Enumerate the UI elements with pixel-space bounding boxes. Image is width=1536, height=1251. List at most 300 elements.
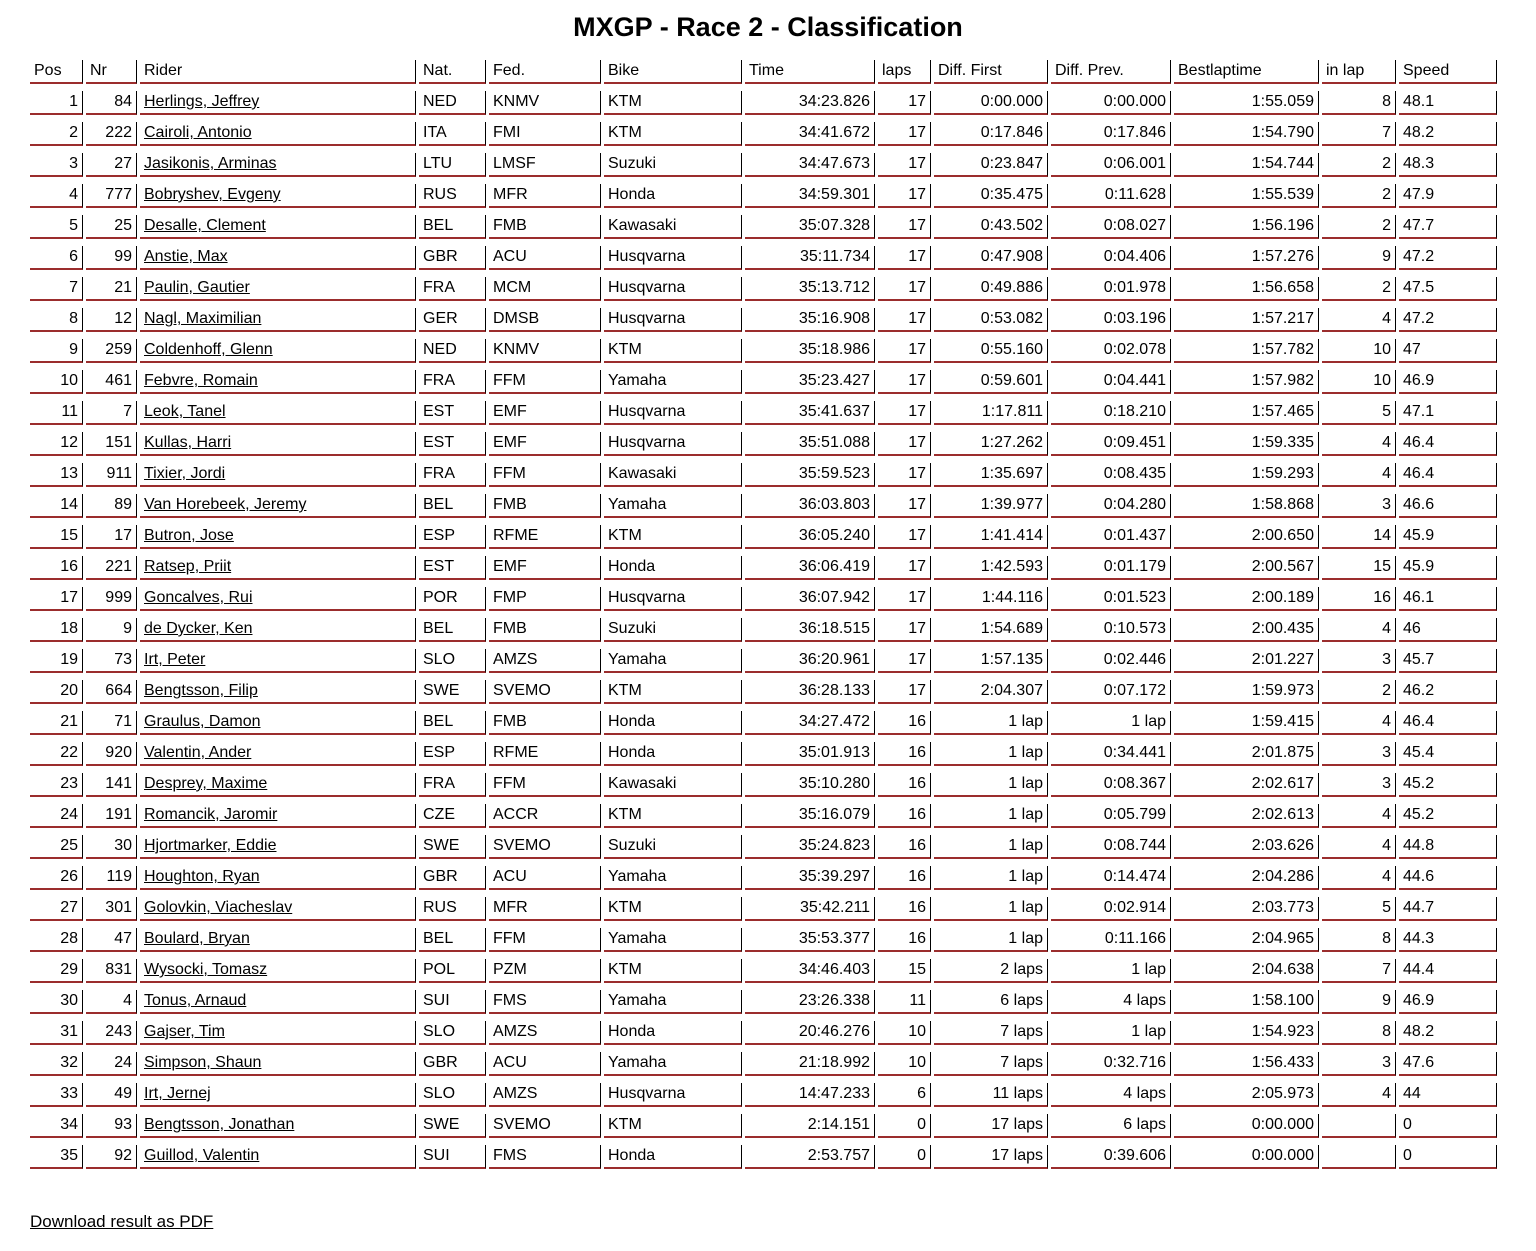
cell-nr: 920: [86, 742, 137, 766]
rider-link[interactable]: Gajser, Tim: [144, 1023, 225, 1040]
cell-rider: [140, 742, 416, 766]
cell-speed: 0: [1399, 1114, 1497, 1138]
rider-link[interactable]: Guillod, Valentin: [144, 1147, 260, 1164]
cell-pos: 6: [30, 246, 83, 270]
cell-nr: 259: [86, 339, 137, 363]
cell-laps: 17: [878, 308, 931, 332]
cell-nat: POR: [419, 587, 486, 611]
cell-time: 35:10.280: [745, 773, 875, 797]
cell-nat: SWE: [419, 1114, 486, 1138]
cell-bestlaptime: 1:55.059: [1174, 91, 1319, 115]
cell-speed: 44.4: [1399, 959, 1497, 983]
cell-rider: [140, 649, 416, 673]
cell-rider: [140, 1145, 416, 1169]
cell-time: 36:06.419: [745, 556, 875, 580]
cell-bestlaptime: 2:01.875: [1174, 742, 1319, 766]
cell-diff_first: 1 lap: [934, 804, 1048, 828]
rider-link[interactable]: Cairoli, Antonio: [144, 124, 252, 141]
rider-link[interactable]: Simpson, Shaun: [144, 1054, 262, 1071]
cell-fed: MCM: [489, 277, 601, 301]
cell-bike: Yamaha: [604, 494, 742, 518]
cell-bestlaptime: 1:54.744: [1174, 153, 1319, 177]
cell-in_lap: 4: [1322, 804, 1396, 828]
cell-nat: NED: [419, 91, 486, 115]
rider-link[interactable]: Houghton, Ryan: [144, 868, 260, 885]
cell-fed: AMZS: [489, 649, 601, 673]
cell-fed: FFM: [489, 370, 601, 394]
classification-table: [27, 53, 1500, 1176]
cell-diff_prev: 0:01.437: [1051, 525, 1171, 549]
column-header-speed: Speed: [1399, 60, 1497, 84]
cell-laps: 17: [878, 215, 931, 239]
cell-bestlaptime: 1:56.658: [1174, 277, 1319, 301]
rider-link[interactable]: Tonus, Arnaud: [144, 992, 247, 1009]
cell-nat: RUS: [419, 184, 486, 208]
table-row: [30, 153, 1497, 177]
cell-laps: 16: [878, 804, 931, 828]
cell-nat: SLO: [419, 649, 486, 673]
cell-rider: [140, 91, 416, 115]
cell-in_lap: 4: [1322, 1083, 1396, 1107]
cell-bestlaptime: 1:56.196: [1174, 215, 1319, 239]
cell-nat: LTU: [419, 153, 486, 177]
cell-time: 36:03.803: [745, 494, 875, 518]
cell-diff_prev: 0:11.166: [1051, 928, 1171, 952]
cell-laps: 10: [878, 1021, 931, 1045]
cell-pos: 14: [30, 494, 83, 518]
cell-bestlaptime: 1:54.790: [1174, 122, 1319, 146]
rider-link[interactable]: Van Horebeek, Jeremy: [144, 496, 307, 513]
table-row: [30, 525, 1497, 549]
rider-link[interactable]: Bobryshev, Evgeny: [144, 186, 281, 203]
cell-nat: FRA: [419, 773, 486, 797]
cell-time: 34:47.673: [745, 153, 875, 177]
cell-rider: [140, 1083, 416, 1107]
cell-diff_prev: 0:11.628: [1051, 184, 1171, 208]
cell-fed: AMZS: [489, 1083, 601, 1107]
cell-nat: FRA: [419, 277, 486, 301]
rider-link[interactable]: Leok, Tanel: [144, 403, 226, 420]
cell-nat: ITA: [419, 122, 486, 146]
cell-diff_prev: 1 lap: [1051, 1021, 1171, 1045]
cell-bike: Yamaha: [604, 370, 742, 394]
column-header-bike: Bike: [604, 60, 742, 84]
cell-diff_prev: 0:34.441: [1051, 742, 1171, 766]
cell-nat: CZE: [419, 804, 486, 828]
cell-laps: 17: [878, 432, 931, 456]
rider-link[interactable]: Desprey, Maxime: [144, 775, 268, 792]
cell-diff_first: 17 laps: [934, 1114, 1048, 1138]
cell-pos: 5: [30, 215, 83, 239]
cell-pos: 9: [30, 339, 83, 363]
cell-diff_first: 11 laps: [934, 1083, 1048, 1107]
rider-link[interactable]: Herlings, Jeffrey: [144, 93, 260, 110]
cell-time: 20:46.276: [745, 1021, 875, 1045]
cell-nr: 12: [86, 308, 137, 332]
cell-diff_first: 0:43.502: [934, 215, 1048, 239]
cell-fed: FFM: [489, 773, 601, 797]
cell-laps: 17: [878, 339, 931, 363]
cell-rider: [140, 959, 416, 983]
table-row: [30, 432, 1497, 456]
cell-bike: Suzuki: [604, 618, 742, 642]
cell-speed: 47.2: [1399, 246, 1497, 270]
cell-diff_first: 1:57.135: [934, 649, 1048, 673]
cell-bestlaptime: 1:57.782: [1174, 339, 1319, 363]
cell-bestlaptime: 2:00.189: [1174, 587, 1319, 611]
cell-in_lap: 4: [1322, 463, 1396, 487]
cell-bike: Yamaha: [604, 866, 742, 890]
cell-pos: 23: [30, 773, 83, 797]
table-row: [30, 215, 1497, 239]
cell-bestlaptime: 2:02.617: [1174, 773, 1319, 797]
cell-fed: FFM: [489, 928, 601, 952]
cell-nr: 24: [86, 1052, 137, 1076]
cell-nat: SUI: [419, 1145, 486, 1169]
cell-diff_prev: 0:08.744: [1051, 835, 1171, 859]
cell-diff_first: 0:47.908: [934, 246, 1048, 270]
rider-link[interactable]: Irt, Jernej: [144, 1085, 211, 1102]
rider-link[interactable]: Tixier, Jordi: [144, 465, 226, 482]
cell-nr: 4: [86, 990, 137, 1014]
cell-laps: 16: [878, 897, 931, 921]
cell-pos: 1: [30, 91, 83, 115]
rider-link[interactable]: Romancik, Jaromir: [144, 806, 278, 823]
cell-time: 36:05.240: [745, 525, 875, 549]
cell-diff_prev: 0:08.027: [1051, 215, 1171, 239]
cell-rider: [140, 339, 416, 363]
cell-nat: ESP: [419, 742, 486, 766]
cell-in_lap: 3: [1322, 1052, 1396, 1076]
cell-pos: 33: [30, 1083, 83, 1107]
table-row: [30, 711, 1497, 735]
cell-pos: 2: [30, 122, 83, 146]
rider-link[interactable]: Anstie, Max: [144, 248, 228, 265]
cell-nr: 89: [86, 494, 137, 518]
cell-time: 35:13.712: [745, 277, 875, 301]
table-row: [30, 773, 1497, 797]
cell-pos: 31: [30, 1021, 83, 1045]
cell-rider: [140, 277, 416, 301]
cell-time: 34:23.826: [745, 91, 875, 115]
cell-pos: 25: [30, 835, 83, 859]
cell-diff_first: 1:17.811: [934, 401, 1048, 425]
cell-nat: BEL: [419, 618, 486, 642]
cell-fed: SVEMO: [489, 835, 601, 859]
cell-diff_prev: 0:04.441: [1051, 370, 1171, 394]
rider-link[interactable]: Bengtsson, Filip: [144, 682, 258, 699]
cell-in_lap: 15: [1322, 556, 1396, 580]
cell-pos: 29: [30, 959, 83, 983]
table-row: [30, 122, 1497, 146]
cell-diff_prev: 0:09.451: [1051, 432, 1171, 456]
rider-link[interactable]: Goncalves, Rui: [144, 589, 253, 606]
cell-time: 14:47.233: [745, 1083, 875, 1107]
rider-link[interactable]: Coldenhoff, Glenn: [144, 341, 273, 358]
cell-nr: 243: [86, 1021, 137, 1045]
table-row: [30, 928, 1497, 952]
cell-fed: MFR: [489, 897, 601, 921]
cell-bike: Honda: [604, 1021, 742, 1045]
cell-bestlaptime: 1:55.539: [1174, 184, 1319, 208]
cell-time: 2:53.757: [745, 1145, 875, 1169]
rider-link[interactable]: Ratsep, Priit: [144, 558, 232, 575]
cell-diff_first: 0:49.886: [934, 277, 1048, 301]
cell-bike: KTM: [604, 525, 742, 549]
cell-nr: 301: [86, 897, 137, 921]
cell-fed: FMB: [489, 711, 601, 735]
cell-nat: EST: [419, 556, 486, 580]
cell-pos: 21: [30, 711, 83, 735]
cell-speed: 48.1: [1399, 91, 1497, 115]
cell-bike: KTM: [604, 91, 742, 115]
cell-time: 36:18.515: [745, 618, 875, 642]
cell-bike: KTM: [604, 680, 742, 704]
cell-time: 35:24.823: [745, 835, 875, 859]
cell-diff_first: 0:59.601: [934, 370, 1048, 394]
cell-rider: [140, 494, 416, 518]
rider-link[interactable]: Kullas, Harri: [144, 434, 232, 451]
cell-diff_prev: 1 lap: [1051, 959, 1171, 983]
cell-speed: 47: [1399, 339, 1497, 363]
cell-speed: 46.2: [1399, 680, 1497, 704]
cell-nat: BEL: [419, 711, 486, 735]
cell-fed: FMI: [489, 122, 601, 146]
rider-link[interactable]: Desalle, Clement: [144, 217, 266, 234]
cell-rider: [140, 556, 416, 580]
cell-laps: 15: [878, 959, 931, 983]
cell-time: 23:26.338: [745, 990, 875, 1014]
cell-bestlaptime: 1:56.433: [1174, 1052, 1319, 1076]
cell-diff_prev: 0:01.523: [1051, 587, 1171, 611]
cell-pos: 3: [30, 153, 83, 177]
cell-rider: [140, 153, 416, 177]
cell-in_lap: 2: [1322, 680, 1396, 704]
cell-speed: 46.9: [1399, 990, 1497, 1014]
cell-time: 21:18.992: [745, 1052, 875, 1076]
cell-bike: Suzuki: [604, 835, 742, 859]
cell-bestlaptime: 1:59.335: [1174, 432, 1319, 456]
cell-nr: 7: [86, 401, 137, 425]
cell-speed: 46.4: [1399, 711, 1497, 735]
cell-in_lap: 7: [1322, 959, 1396, 983]
cell-fed: LMSF: [489, 153, 601, 177]
cell-nr: 999: [86, 587, 137, 611]
column-header-pos: Pos: [30, 60, 83, 84]
cell-fed: RFME: [489, 525, 601, 549]
cell-bike: Husqvarna: [604, 587, 742, 611]
cell-bestlaptime: 1:54.923: [1174, 1021, 1319, 1045]
cell-nat: BEL: [419, 215, 486, 239]
cell-bestlaptime: 2:00.650: [1174, 525, 1319, 549]
rider-link[interactable]: Graulus, Damon: [144, 713, 261, 730]
table-row: [30, 866, 1497, 890]
cell-diff_prev: 0:02.446: [1051, 649, 1171, 673]
cell-bestlaptime: 1:57.465: [1174, 401, 1319, 425]
cell-bestlaptime: 2:00.435: [1174, 618, 1319, 642]
cell-in_lap: 8: [1322, 1021, 1396, 1045]
cell-nr: 84: [86, 91, 137, 115]
rider-link[interactable]: Wysocki, Tomasz: [144, 961, 268, 978]
rider-link[interactable]: Bengtsson, Jonathan: [144, 1116, 295, 1133]
cell-pos: 27: [30, 897, 83, 921]
rider-link[interactable]: Boulard, Bryan: [144, 930, 250, 947]
table-row: [30, 463, 1497, 487]
table-row: [30, 1083, 1497, 1107]
cell-rider: [140, 990, 416, 1014]
download-pdf-link[interactable]: Download result as PDF: [30, 1212, 214, 1231]
cell-nat: SLO: [419, 1083, 486, 1107]
cell-diff_prev: 0:05.799: [1051, 804, 1171, 828]
cell-in_lap: 4: [1322, 835, 1396, 859]
cell-diff_first: 17 laps: [934, 1145, 1048, 1169]
cell-diff_first: 0:35.475: [934, 184, 1048, 208]
table-row: [30, 277, 1497, 301]
cell-diff_prev: 0:39.606: [1051, 1145, 1171, 1169]
cell-time: 36:07.942: [745, 587, 875, 611]
cell-time: 34:27.472: [745, 711, 875, 735]
cell-bestlaptime: 0:00.000: [1174, 1114, 1319, 1138]
cell-bike: Honda: [604, 556, 742, 580]
cell-speed: 47.6: [1399, 1052, 1497, 1076]
rider-link[interactable]: Jasikonis, Arminas: [144, 155, 277, 172]
cell-speed: 45.7: [1399, 649, 1497, 673]
cell-diff_prev: 0:32.716: [1051, 1052, 1171, 1076]
column-header-laps: laps: [878, 60, 931, 84]
rider-link[interactable]: Paulin, Gautier: [144, 279, 250, 296]
cell-diff_prev: 0:02.078: [1051, 339, 1171, 363]
cell-bike: KTM: [604, 1114, 742, 1138]
cell-rider: [140, 866, 416, 890]
rider-link[interactable]: Nagl, Maximilian: [144, 310, 262, 327]
cell-fed: KNMV: [489, 91, 601, 115]
table-row: [30, 742, 1497, 766]
cell-nr: 911: [86, 463, 137, 487]
cell-rider: [140, 1052, 416, 1076]
cell-rider: [140, 618, 416, 642]
cell-speed: 46: [1399, 618, 1497, 642]
cell-bike: KTM: [604, 122, 742, 146]
cell-rider: [140, 246, 416, 270]
cell-rider: [140, 1021, 416, 1045]
rider-link[interactable]: Febvre, Romain: [144, 372, 258, 389]
column-header-rider: Rider: [140, 60, 416, 84]
cell-in_lap: 8: [1322, 928, 1396, 952]
cell-time: 35:23.427: [745, 370, 875, 394]
cell-diff_first: 1 lap: [934, 835, 1048, 859]
cell-fed: DMSB: [489, 308, 601, 332]
cell-speed: 45.9: [1399, 525, 1497, 549]
rider-link[interactable]: Hjortmarker, Eddie: [144, 837, 277, 854]
cell-nat: SWE: [419, 680, 486, 704]
cell-speed: 47.7: [1399, 215, 1497, 239]
rider-link[interactable]: Irt, Peter: [144, 651, 206, 668]
table-row: [30, 1021, 1497, 1045]
cell-rider: [140, 463, 416, 487]
cell-time: 35:59.523: [745, 463, 875, 487]
cell-bike: Suzuki: [604, 153, 742, 177]
table-row: [30, 91, 1497, 115]
cell-rider: [140, 308, 416, 332]
cell-in_lap: 10: [1322, 370, 1396, 394]
cell-rider: [140, 773, 416, 797]
cell-diff_first: 0:23.847: [934, 153, 1048, 177]
cell-diff_prev: 0:01.179: [1051, 556, 1171, 580]
cell-nr: 93: [86, 1114, 137, 1138]
cell-time: 35:07.328: [745, 215, 875, 239]
cell-diff_first: 1 lap: [934, 928, 1048, 952]
table-row: [30, 835, 1497, 859]
table-row: [30, 246, 1497, 270]
table-row: [30, 618, 1497, 642]
cell-pos: 13: [30, 463, 83, 487]
cell-in_lap: 3: [1322, 773, 1396, 797]
cell-speed: 47.2: [1399, 308, 1497, 332]
cell-diff_first: 1:39.977: [934, 494, 1048, 518]
cell-diff_prev: 0:08.435: [1051, 463, 1171, 487]
cell-nr: 222: [86, 122, 137, 146]
cell-diff_first: 1:35.697: [934, 463, 1048, 487]
cell-pos: 11: [30, 401, 83, 425]
cell-pos: 4: [30, 184, 83, 208]
cell-bike: KTM: [604, 804, 742, 828]
cell-time: 35:42.211: [745, 897, 875, 921]
cell-speed: 48.2: [1399, 1021, 1497, 1045]
cell-pos: 10: [30, 370, 83, 394]
cell-rider: [140, 587, 416, 611]
column-header-bestlaptime: Bestlaptime: [1174, 60, 1319, 84]
rider-link[interactable]: Butron, Jose: [144, 527, 234, 544]
cell-speed: 46.4: [1399, 463, 1497, 487]
table-row: [30, 897, 1497, 921]
table-row: [30, 990, 1497, 1014]
rider-link[interactable]: de Dycker, Ken: [144, 620, 253, 637]
cell-rider: [140, 215, 416, 239]
cell-nat: FRA: [419, 370, 486, 394]
table-row: [30, 370, 1497, 394]
cell-fed: FMB: [489, 494, 601, 518]
cell-laps: 17: [878, 525, 931, 549]
column-header-in_lap: in lap: [1322, 60, 1396, 84]
cell-fed: AMZS: [489, 1021, 601, 1045]
cell-diff_first: 2:04.307: [934, 680, 1048, 704]
cell-time: 2:14.151: [745, 1114, 875, 1138]
cell-speed: 48.3: [1399, 153, 1497, 177]
cell-bestlaptime: 2:02.613: [1174, 804, 1319, 828]
cell-in_lap: 10: [1322, 339, 1396, 363]
cell-pos: 35: [30, 1145, 83, 1169]
cell-diff_first: 1:42.593: [934, 556, 1048, 580]
cell-in_lap: 3: [1322, 742, 1396, 766]
cell-nr: 221: [86, 556, 137, 580]
cell-fed: ACU: [489, 246, 601, 270]
cell-in_lap: 8: [1322, 91, 1396, 115]
cell-time: 36:20.961: [745, 649, 875, 673]
cell-bike: Kawasaki: [604, 463, 742, 487]
cell-diff_first: 1:44.116: [934, 587, 1048, 611]
cell-speed: 45.9: [1399, 556, 1497, 580]
rider-link[interactable]: Golovkin, Viacheslav: [144, 899, 293, 916]
rider-link[interactable]: Valentin, Ander: [144, 744, 252, 761]
cell-nr: 461: [86, 370, 137, 394]
cell-laps: 16: [878, 866, 931, 890]
cell-bike: Husqvarna: [604, 1083, 742, 1107]
cell-rider: [140, 835, 416, 859]
cell-diff_prev: 6 laps: [1051, 1114, 1171, 1138]
cell-laps: 16: [878, 928, 931, 952]
cell-laps: 17: [878, 277, 931, 301]
cell-speed: 45.2: [1399, 804, 1497, 828]
